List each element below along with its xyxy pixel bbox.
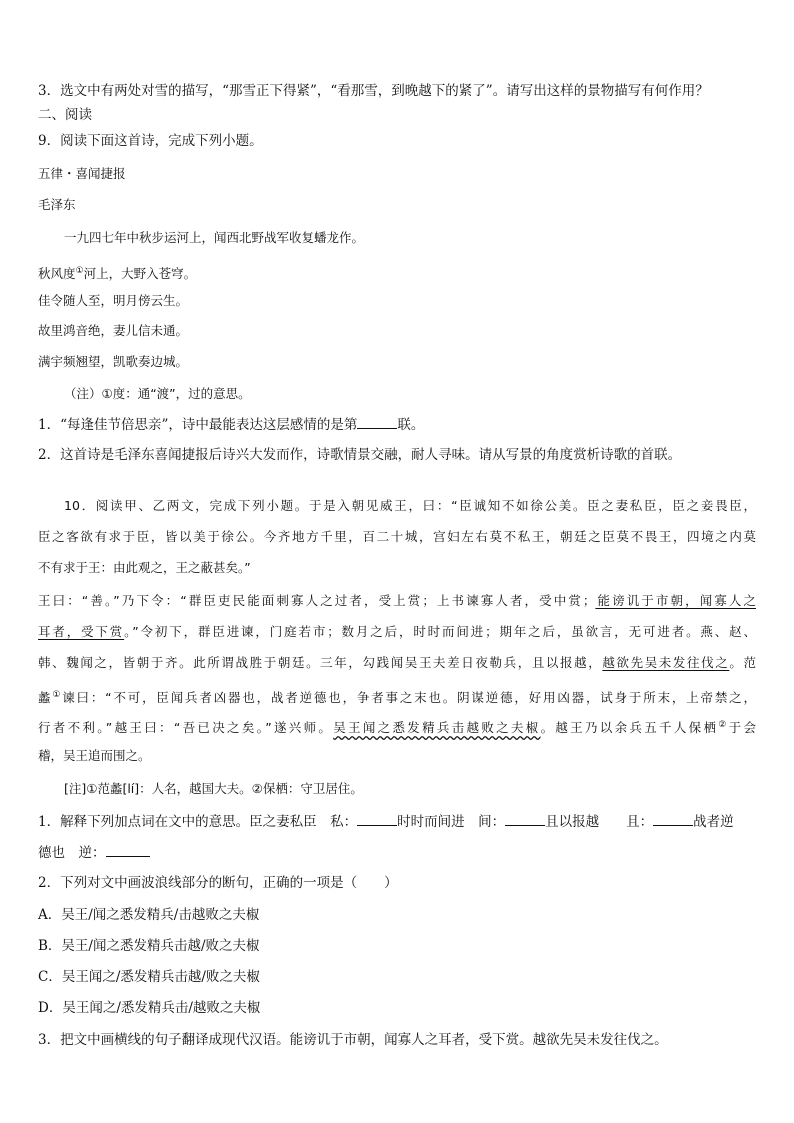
underlined-sentence: 越欲先吴未发往伐之 [602,655,730,670]
passage-line [38,592,756,610]
passage-text: 。越王乃以余兵五千人保栖 [540,720,719,736]
answer-blank[interactable] [505,812,545,826]
question-10-2: 2．下列对文中画波浪线部分的断句，正确的一项是（ ） [38,875,398,891]
question-9-1-text: 1．“每逢佳节倍思亲”，诗中最能表达这层感情的是第 [38,417,358,433]
poem-line-1-start: 秋风度 [38,266,76,282]
question-3-snow: 3．选文中有两处对雪的描写，“那雪正下得紧”，“看那雪，到晚越下的紧了”。请写出这样的景物描写有何作用？ [38,83,709,99]
passage-line [38,623,756,641]
question-10-1-text: 战者逆 [693,814,734,830]
underlined-sentence: 耳者，受下赏 [38,624,125,639]
answer-blank[interactable] [653,812,693,826]
poem-title: 五律・喜闻捷报 [38,166,126,181]
passage-line [38,716,756,737]
passage-note: [注]①范蠡[lí]：人名，越国大夫。②保栖：守卫居住。 [64,781,363,796]
poem-line-3: 故里鸿音绝，妻儿信未通。 [38,323,189,338]
passage-text: 蠡 [38,690,53,706]
question-10-1-cont [38,843,150,862]
question-9-1-suffix: 联。 [397,417,425,433]
answer-blank[interactable] [357,812,397,826]
question-10-1-text: 1．解释下列加点词在文中的意思。臣之妻私臣 私： [38,814,358,830]
passage-text: 行者不利。”越王曰：“吾已决之矣。”遂兴师。 [38,720,334,736]
passage-text: 谏曰：“不可，臣闻兵者凶器也，战者逆德也，争者事之末也。阴谋逆德，好用凶器，试身于所末，上帝禁之， [62,690,756,706]
question-9-1 [38,415,424,434]
question-9-2: 2．这首诗是毛泽东喜闻捷报后诗兴大发而作，诗歌情景交融，耐人寻味。请从写景的角度赏析诗歌的首联。 [38,447,682,463]
answer-blank[interactable] [106,843,150,857]
passage-line: 稽，吴王追而围之。 [38,748,151,763]
poem-line-1 [38,262,196,283]
passage-line: 不有求于王：由此观之，王之蔽甚矣。” [38,560,251,575]
question-10-1-text: 时时而间进 间： [397,814,506,830]
footnote-mark: ① [75,266,84,276]
section-heading-reading: 二、阅读 [38,107,92,123]
poem-line-1-end: 河上，大野入苍穹。 [83,266,197,282]
question-10-1 [38,812,734,831]
option-b[interactable]: B．吴王/闻之悉发精兵击越/败之夫椒 [38,938,260,954]
wavy-underlined-sentence: 吴王闻之悉发精兵击越败之夫椒 [333,720,541,736]
footnote-mark: ② [718,720,729,730]
passage-line: 10．阅读甲、乙两文，完成下列小题。于是入朝见威王，曰：“臣诚知不如徐公美。臣之妻私臣，臣之妾畏臣， [64,498,756,513]
question-10-3: 3．把文中画横线的句子翻译成现代汉语。能谤讥于市朝，闻寡人之耳者，受下赏。越欲先吴未发往伐之。 [38,1032,668,1048]
answer-blank[interactable] [357,415,397,429]
poem-preface: 一九四七年中秋步运河上，闻西北野战军收复蟠龙作。 [64,230,365,245]
passage-text: 韩、魏闻之，皆朝于齐。此所谓战胜于朝廷。三年，勾践闻吴王夫差日夜勒兵，且以报越， [38,655,603,670]
underlined-sentence: 能谤讥于市朝，闻寡人之 [595,593,756,608]
passage-text: 王曰：“善。”乃下令：“群臣吏民能面刺寡人之过者，受上赏；上书谏寡人者，受中赏； [38,593,596,608]
passage-line [38,686,756,707]
poem-author: 毛泽东 [38,197,76,212]
question-10-1-text: 德也 逆： [38,845,106,861]
footnote-mark: ① [52,690,63,700]
poem-note: （注）①度：通“渡”，过的意思。 [64,386,251,401]
passage-text: 。范 [729,655,756,670]
passage-text: 。”令初下，群臣进谏，门庭若市；数月之后，时时而间进；期年之后，虽欲言，无可进者。燕、赵、 [124,624,756,639]
option-c[interactable]: C．吴王闻之/悉发精兵击越/败之夫椒 [38,969,260,985]
option-d[interactable]: D．吴王闻之/悉发精兵击/越败之夫椒 [38,1000,261,1016]
passage-line: 臣之客欲有求于臣，皆以美于徐公。今齐地方千里，百二十城，宫妇左右莫不私王，朝廷之臣莫不畏王，四境之内莫 [38,529,756,544]
passage-line [38,654,756,672]
poem-line-2: 佳令随人至，明月傍云生。 [38,293,189,308]
option-a[interactable]: A．吴王/闻之悉发精兵/击越败之夫椒 [38,907,260,923]
passage-text: 于会 [728,720,756,736]
question-9-intro: 9．阅读下面这首诗，完成下列小题。 [38,133,263,149]
poem-line-4: 满宇频翘望，凯歌奏边城。 [38,354,189,369]
question-10-1-text: 且以报越 且： [545,814,654,830]
